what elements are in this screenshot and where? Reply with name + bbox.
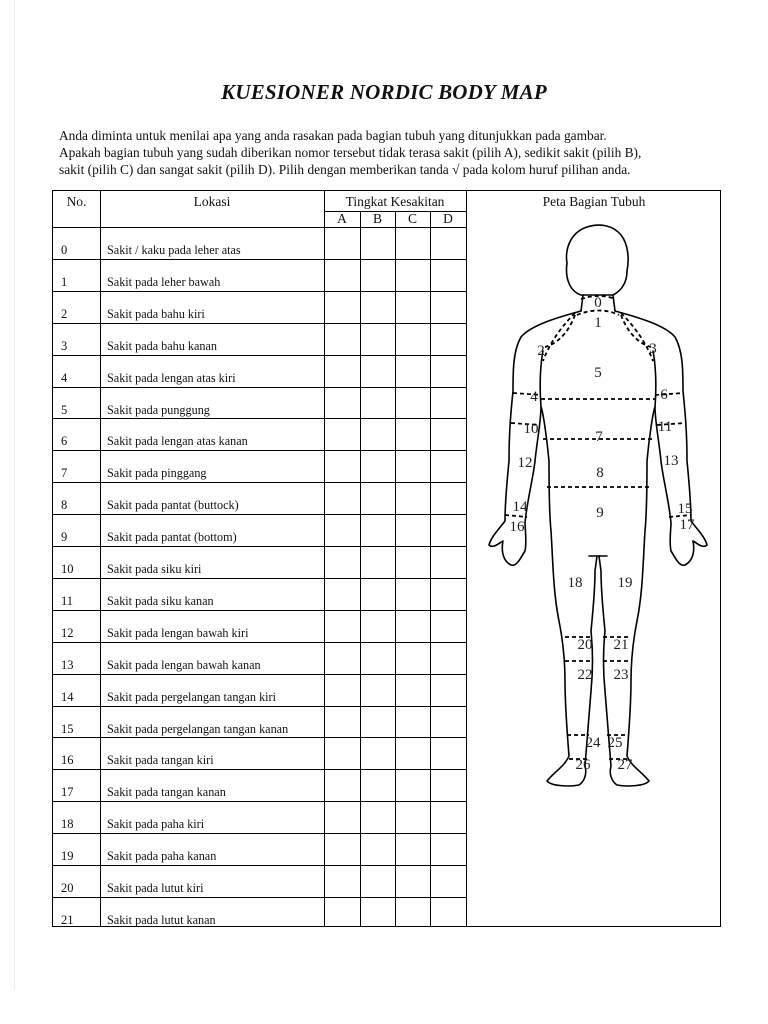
row-number: 6 [61,434,68,449]
level-cell-c[interactable] [395,610,430,642]
intro-line-1: Anda diminta untuk menilai apa yang anda rasakan pada bagian tubuh yang ditunjukkan pada gambar. [59,128,607,143]
region-label-22: 22 [577,667,593,683]
level-cell-c[interactable] [395,706,430,738]
level-cell-d[interactable] [430,865,466,897]
level-cell-c[interactable] [395,482,430,514]
row-number: 20 [61,881,74,895]
region-label-5: 5 [594,365,602,381]
questionnaire-table [52,190,721,927]
col-divider-no [100,191,101,926]
level-cell-d[interactable] [430,482,466,514]
level-cell-a[interactable] [324,674,360,706]
level-cell-b[interactable] [360,291,395,323]
region-label-26: 26 [575,757,591,773]
level-cell-c[interactable] [395,291,430,323]
row-number: 10 [61,562,74,576]
row-number: 13 [61,657,74,672]
level-cell-a[interactable] [324,291,360,323]
row-number: 15 [61,721,74,736]
row-location: Sakit pada lengan bawah kiri [107,625,249,640]
level-cell-c[interactable] [395,546,430,578]
row-number: 18 [61,817,74,832]
region-label-9: 9 [596,505,604,521]
region-label-27: 27 [617,757,633,773]
level-cell-b[interactable] [360,227,395,259]
level-cell-d[interactable] [430,291,466,323]
level-cell-a[interactable] [324,355,360,387]
row-number: 1 [61,274,68,289]
row-number: 3 [61,338,68,353]
level-cell-d[interactable] [430,801,466,833]
body-outline-right [599,311,707,786]
level-cell-c[interactable] [395,227,430,259]
level-cell-a[interactable] [324,833,360,865]
level-cell-a[interactable] [324,450,360,482]
level-cell-c[interactable] [395,355,430,387]
region-label-18: 18 [567,575,583,591]
region-label-1: 1 [594,315,602,331]
region-label-14: 14 [512,499,528,515]
level-cell-a[interactable] [324,865,360,897]
row-location: Sakit pada pergelangan tangan kanan [107,721,289,736]
level-cell-c[interactable] [395,642,430,674]
level-cell-d[interactable] [430,706,466,738]
page-title: KUESIONER NORDIC BODY MAP [221,80,547,104]
level-cell-c[interactable] [395,514,430,546]
level-cell-b[interactable] [360,578,395,610]
level-cell-c[interactable] [395,387,430,419]
level-cell-d[interactable] [430,674,466,706]
level-cell-b[interactable] [360,355,395,387]
level-cell-d[interactable] [430,546,466,578]
dash-shoulder-left [543,313,575,361]
header-level-a: A [337,211,347,226]
level-cell-d[interactable] [430,387,466,419]
row-number: 2 [61,306,68,321]
level-cell-d[interactable] [430,610,466,642]
row-location: Sakit pada bahu kanan [107,338,217,353]
row-location: Sakit pada tangan kiri [107,753,214,768]
level-cell-c[interactable] [395,737,430,769]
region-label-6: 6 [660,387,668,403]
region-label-7: 7 [595,429,603,445]
level-cell-b[interactable] [360,387,395,419]
row-number: 9 [61,530,68,545]
region-label-8: 8 [596,465,604,481]
level-cell-d[interactable] [430,514,466,546]
row-location: Sakit pada paha kanan [107,849,217,864]
row-number: 11 [61,593,74,608]
level-cell-d[interactable] [430,355,466,387]
row-number: 19 [61,849,74,864]
level-cell-b[interactable] [360,259,395,291]
level-cell-b[interactable] [360,865,395,897]
dash-wrist-left [505,515,527,517]
page-edge [14,0,15,990]
region-label-2: 2 [537,343,545,359]
row-number: 4 [61,370,68,385]
row-number: 0 [61,243,68,257]
level-cell-b[interactable] [360,674,395,706]
level-cell-b[interactable] [360,546,395,578]
dash-shoulder-right [621,313,653,361]
row-location: Sakit pada siku kiri [107,562,202,576]
row-location: Sakit pada punggung [107,402,210,417]
level-cell-d[interactable] [430,323,466,355]
level-cell-a[interactable] [324,706,360,738]
row-number: 16 [61,753,74,768]
body-map-figure [469,211,722,811]
level-cell-c[interactable] [395,323,430,355]
level-cell-b[interactable] [360,801,395,833]
row-location: Sakit pada lutut kiri [107,881,204,895]
level-cell-c[interactable] [395,450,430,482]
level-cell-d[interactable] [430,227,466,259]
level-cell-d[interactable] [430,578,466,610]
header-lokasi: Lokasi [193,194,231,209]
level-cell-a[interactable] [324,418,360,450]
region-label-20: 20 [577,637,593,653]
region-label-11: 11 [657,419,673,435]
body-head-outline [567,225,629,295]
col-divider-tingkat [466,191,467,926]
level-cell-c[interactable] [395,769,430,801]
region-label-4: 4 [530,389,538,405]
region-label-24: 24 [585,735,601,751]
row-location: Sakit pada lengan atas kanan [107,434,248,449]
row-number: 17 [61,785,74,800]
row-location: Sakit pada leher bawah [107,274,221,289]
region-label-23: 23 [613,667,629,683]
level-cell-a[interactable] [324,897,360,929]
header-level-d: D [443,211,453,226]
level-cell-b[interactable] [360,737,395,769]
level-cell-b[interactable] [360,897,395,929]
level-cell-c[interactable] [395,897,430,929]
row-number: 21 [61,912,74,927]
intro-line-3: sakit (pilih C) dan sangat sakit (pilih D). Pilih dengan memberikan tanda √ pada kolom huruf pilihan anda. [59,161,631,177]
region-label-12: 12 [517,455,533,471]
body-outline-left [489,311,597,786]
level-cell-b[interactable] [360,323,395,355]
intro-line-2: Apakah bagian tubuh yang sudah diberikan nomor tersebut tidak terasa sakit (pilih A), sedikit sakit (pilih B), [59,144,642,160]
level-cell-b[interactable] [360,706,395,738]
level-cell-d[interactable] [430,450,466,482]
region-label-25: 25 [607,735,623,751]
level-cell-d[interactable] [430,737,466,769]
level-cell-b[interactable] [360,642,395,674]
level-cell-a[interactable] [324,259,360,291]
row-location: Sakit pada lutut kanan [107,912,216,927]
row-location: Sakit pada paha kiri [107,817,205,832]
level-cell-a[interactable] [324,769,360,801]
level-cell-a[interactable] [324,578,360,610]
row-location: Sakit pada pantat (bottom) [107,530,237,545]
row-location: Sakit pada pantat (buttock) [107,498,239,513]
level-cell-c[interactable] [395,865,430,897]
level-cell-a[interactable] [324,546,360,578]
row-location: Sakit pada tangan kanan [107,785,226,800]
level-cell-c[interactable] [395,801,430,833]
level-cell-d[interactable] [430,418,466,450]
header-level-c: C [407,211,417,226]
level-cell-a[interactable] [324,642,360,674]
level-cell-b[interactable] [360,769,395,801]
level-cell-b[interactable] [360,418,395,450]
level-cell-b[interactable] [360,514,395,546]
region-label-15: 15 [677,501,693,517]
level-cell-a[interactable] [324,737,360,769]
region-label-21: 21 [613,637,629,653]
level-cell-b[interactable] [360,833,395,865]
region-label-0: 0 [594,295,602,311]
level-cell-a[interactable] [324,227,360,259]
row-location: Sakit pada bahu kiri [107,306,205,321]
header-no: No. [66,194,87,209]
level-cell-a[interactable] [324,323,360,355]
level-cell-a[interactable] [324,387,360,419]
intro-paragraph [59,128,719,178]
row-number: 7 [61,466,68,481]
level-cell-a[interactable] [324,801,360,833]
row-location: Sakit / kaku pada leher atas [107,243,241,257]
header-level-b: B [372,211,382,226]
region-label-17: 17 [679,517,695,533]
level-cell-a[interactable] [324,514,360,546]
level-cell-b[interactable] [360,482,395,514]
row-location: Sakit pada lengan bawah kanan [107,657,261,672]
header-peta-bagian-tubuh: Peta Bagian Tubuh [542,194,646,209]
region-label-10: 10 [523,421,539,437]
level-cell-d[interactable] [430,833,466,865]
level-cell-d[interactable] [430,769,466,801]
region-label-16: 16 [509,519,525,535]
row-number: 12 [61,625,74,640]
level-cell-c[interactable] [395,674,430,706]
row-number: 5 [61,402,68,417]
row-number: 14 [61,689,74,704]
level-cell-a[interactable] [324,610,360,642]
region-label-3: 3 [649,341,657,357]
region-label-19: 19 [617,575,633,591]
row-number: 8 [61,498,68,513]
level-cell-c[interactable] [395,833,430,865]
region-label-13: 13 [663,453,679,469]
header-tingkat-kesakitan: Tingkat Kesakitan [345,194,445,209]
row-location: Sakit pada lengan atas kiri [107,370,236,385]
level-cell-d[interactable] [430,259,466,291]
row-location: Sakit pada pergelangan tangan kiri [107,689,276,704]
level-cell-b[interactable] [360,610,395,642]
level-cell-c[interactable] [395,578,430,610]
level-cell-d[interactable] [430,897,466,929]
row-location: Sakit pada siku kanan [107,593,214,608]
level-cell-c[interactable] [395,418,430,450]
level-cell-a[interactable] [324,482,360,514]
dash-arm-right-upper [655,393,683,395]
level-cell-d[interactable] [430,642,466,674]
level-cell-b[interactable] [360,450,395,482]
row-location: Sakit pada pinggang [107,466,207,481]
level-cell-c[interactable] [395,259,430,291]
